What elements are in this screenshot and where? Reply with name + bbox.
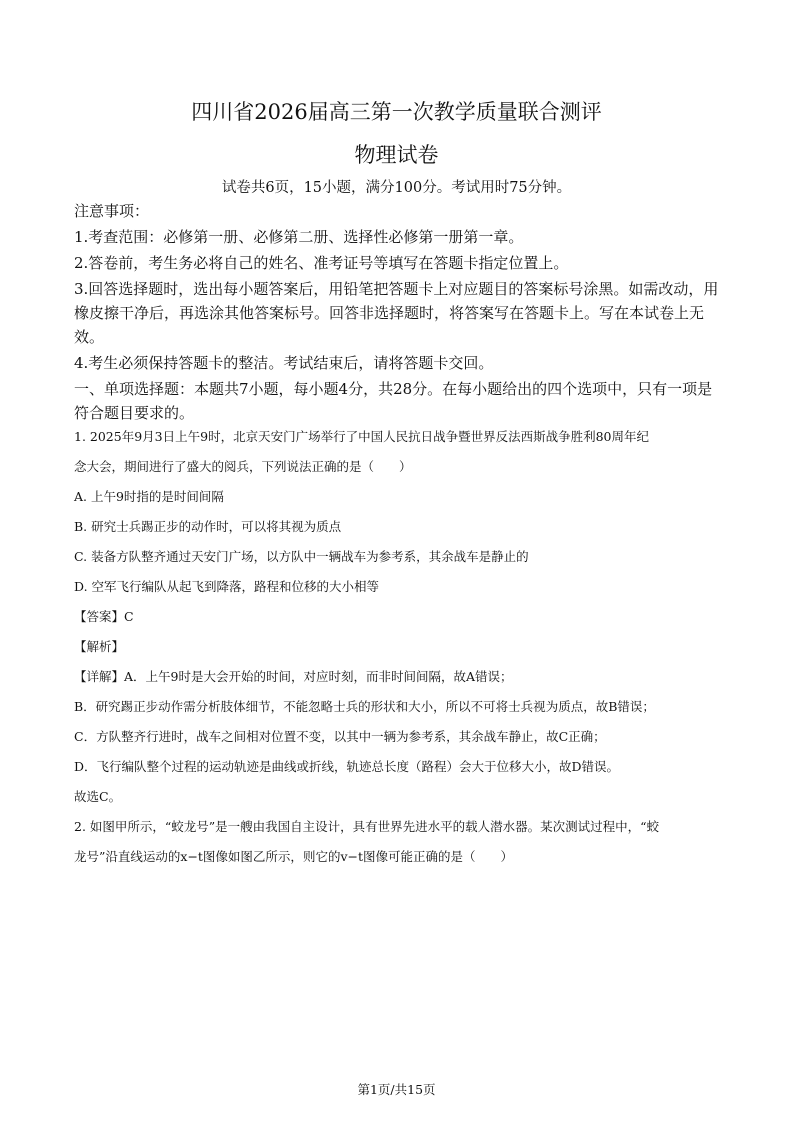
question-1-option-a: A. 上午9时指的是时间间隔 [74, 489, 224, 504]
notes-heading: 注意事项： [74, 202, 150, 220]
question-2-stem-line-2: 龙号”沿直线运动的x−t图像如图乙所示，则它的v−t图像可能正确的是（ ） [74, 849, 513, 864]
question-1-analysis-label: 【解析】 [74, 639, 125, 654]
exam-summary: 试卷共6页，15小题，满分100分。考试用时75分钟。 [221, 180, 572, 196]
question-1-answer: 【答案】C [74, 609, 134, 624]
subject-title: 物理试卷 [354, 143, 439, 167]
question-1-option-c: C. 装备方队整齐通过天安门广场，以方队中一辆战车为参考系，其余战车是静止的 [74, 549, 529, 564]
note-item-1: 1.考查范围：必修第一册、必修第二册、选择性必修第一册第一章。 [74, 228, 524, 246]
note-item-2: 2.答卷前，考生务必将自己的姓名、准考证号等填写在答题卡指定位置上。 [74, 254, 569, 272]
question-1-detail-a: 【详解】A．上午9时是大会开始的时间，对应时刻，而非时间间隔，故A错误； [74, 669, 513, 684]
notes-block [74, 199, 726, 425]
exam-title: 四川省2026届高三第一次教学质量联合测评 [191, 100, 602, 124]
question-1 [74, 422, 726, 872]
section-heading: 一、单项选择题：本题共7小题，每小题4分，共28分。在每小题给出的四个选项中，只有一项是符合题目要求的。 [74, 380, 713, 422]
note-item-3: 3.回答选择题时，选出每小题答案后，用铅笔把答题卡上对应题目的答案标号涂黑。如需改动，用橡皮擦干净后，再选涂其他答案标号。回答非选择题时，将答案写在答题卡上。写在本试卷上无效。 [74, 280, 719, 346]
note-item-4: 4.考生必须保持答题卡的整洁。考试结束后，请将答题卡交回。 [74, 354, 494, 372]
question-1-conclusion: 故选C。 [74, 789, 122, 804]
question-1-detail-c: C．方队整齐行进时，战车之间相对位置不变，以其中一辆为参考系，其余战车静止，故C正确； [74, 729, 606, 744]
question-1-detail-d: D．飞行编队整个过程的运动轨迹是曲线或折线，轨迹总长度（路程）会大于位移大小，故D错误。 [74, 759, 620, 774]
question-1-stem-line-1: 1. 2025年9月3日上午9时，北京天安门广场举行了中国人民抗日战争暨世界反法西斯战争胜利80周年纪 [74, 429, 649, 444]
question-1-option-d: D. 空军飞行编队从起飞到降落，路程和位移的大小相等 [74, 579, 380, 594]
question-1-detail-b: B．研究踢正步动作需分析肢体细节，不能忽略士兵的形状和大小，所以不可将士兵视为质点，故B错误； [74, 699, 655, 714]
page-footer: 第1页/共15页 [357, 1082, 436, 1097]
question-1-option-b: B. 研究士兵踢正步的动作时，可以将其视为质点 [74, 519, 342, 534]
question-1-stem-line-2: 念大会，期间进行了盛大的阅兵，下列说法正确的是（ ） [74, 459, 412, 474]
question-2-stem-line-1: 2. 如图甲所示，“蛟龙号”是一艘由我国自主设计，具有世界先进水平的载人潜水器。某次测试过程中，“蛟 [74, 819, 660, 834]
